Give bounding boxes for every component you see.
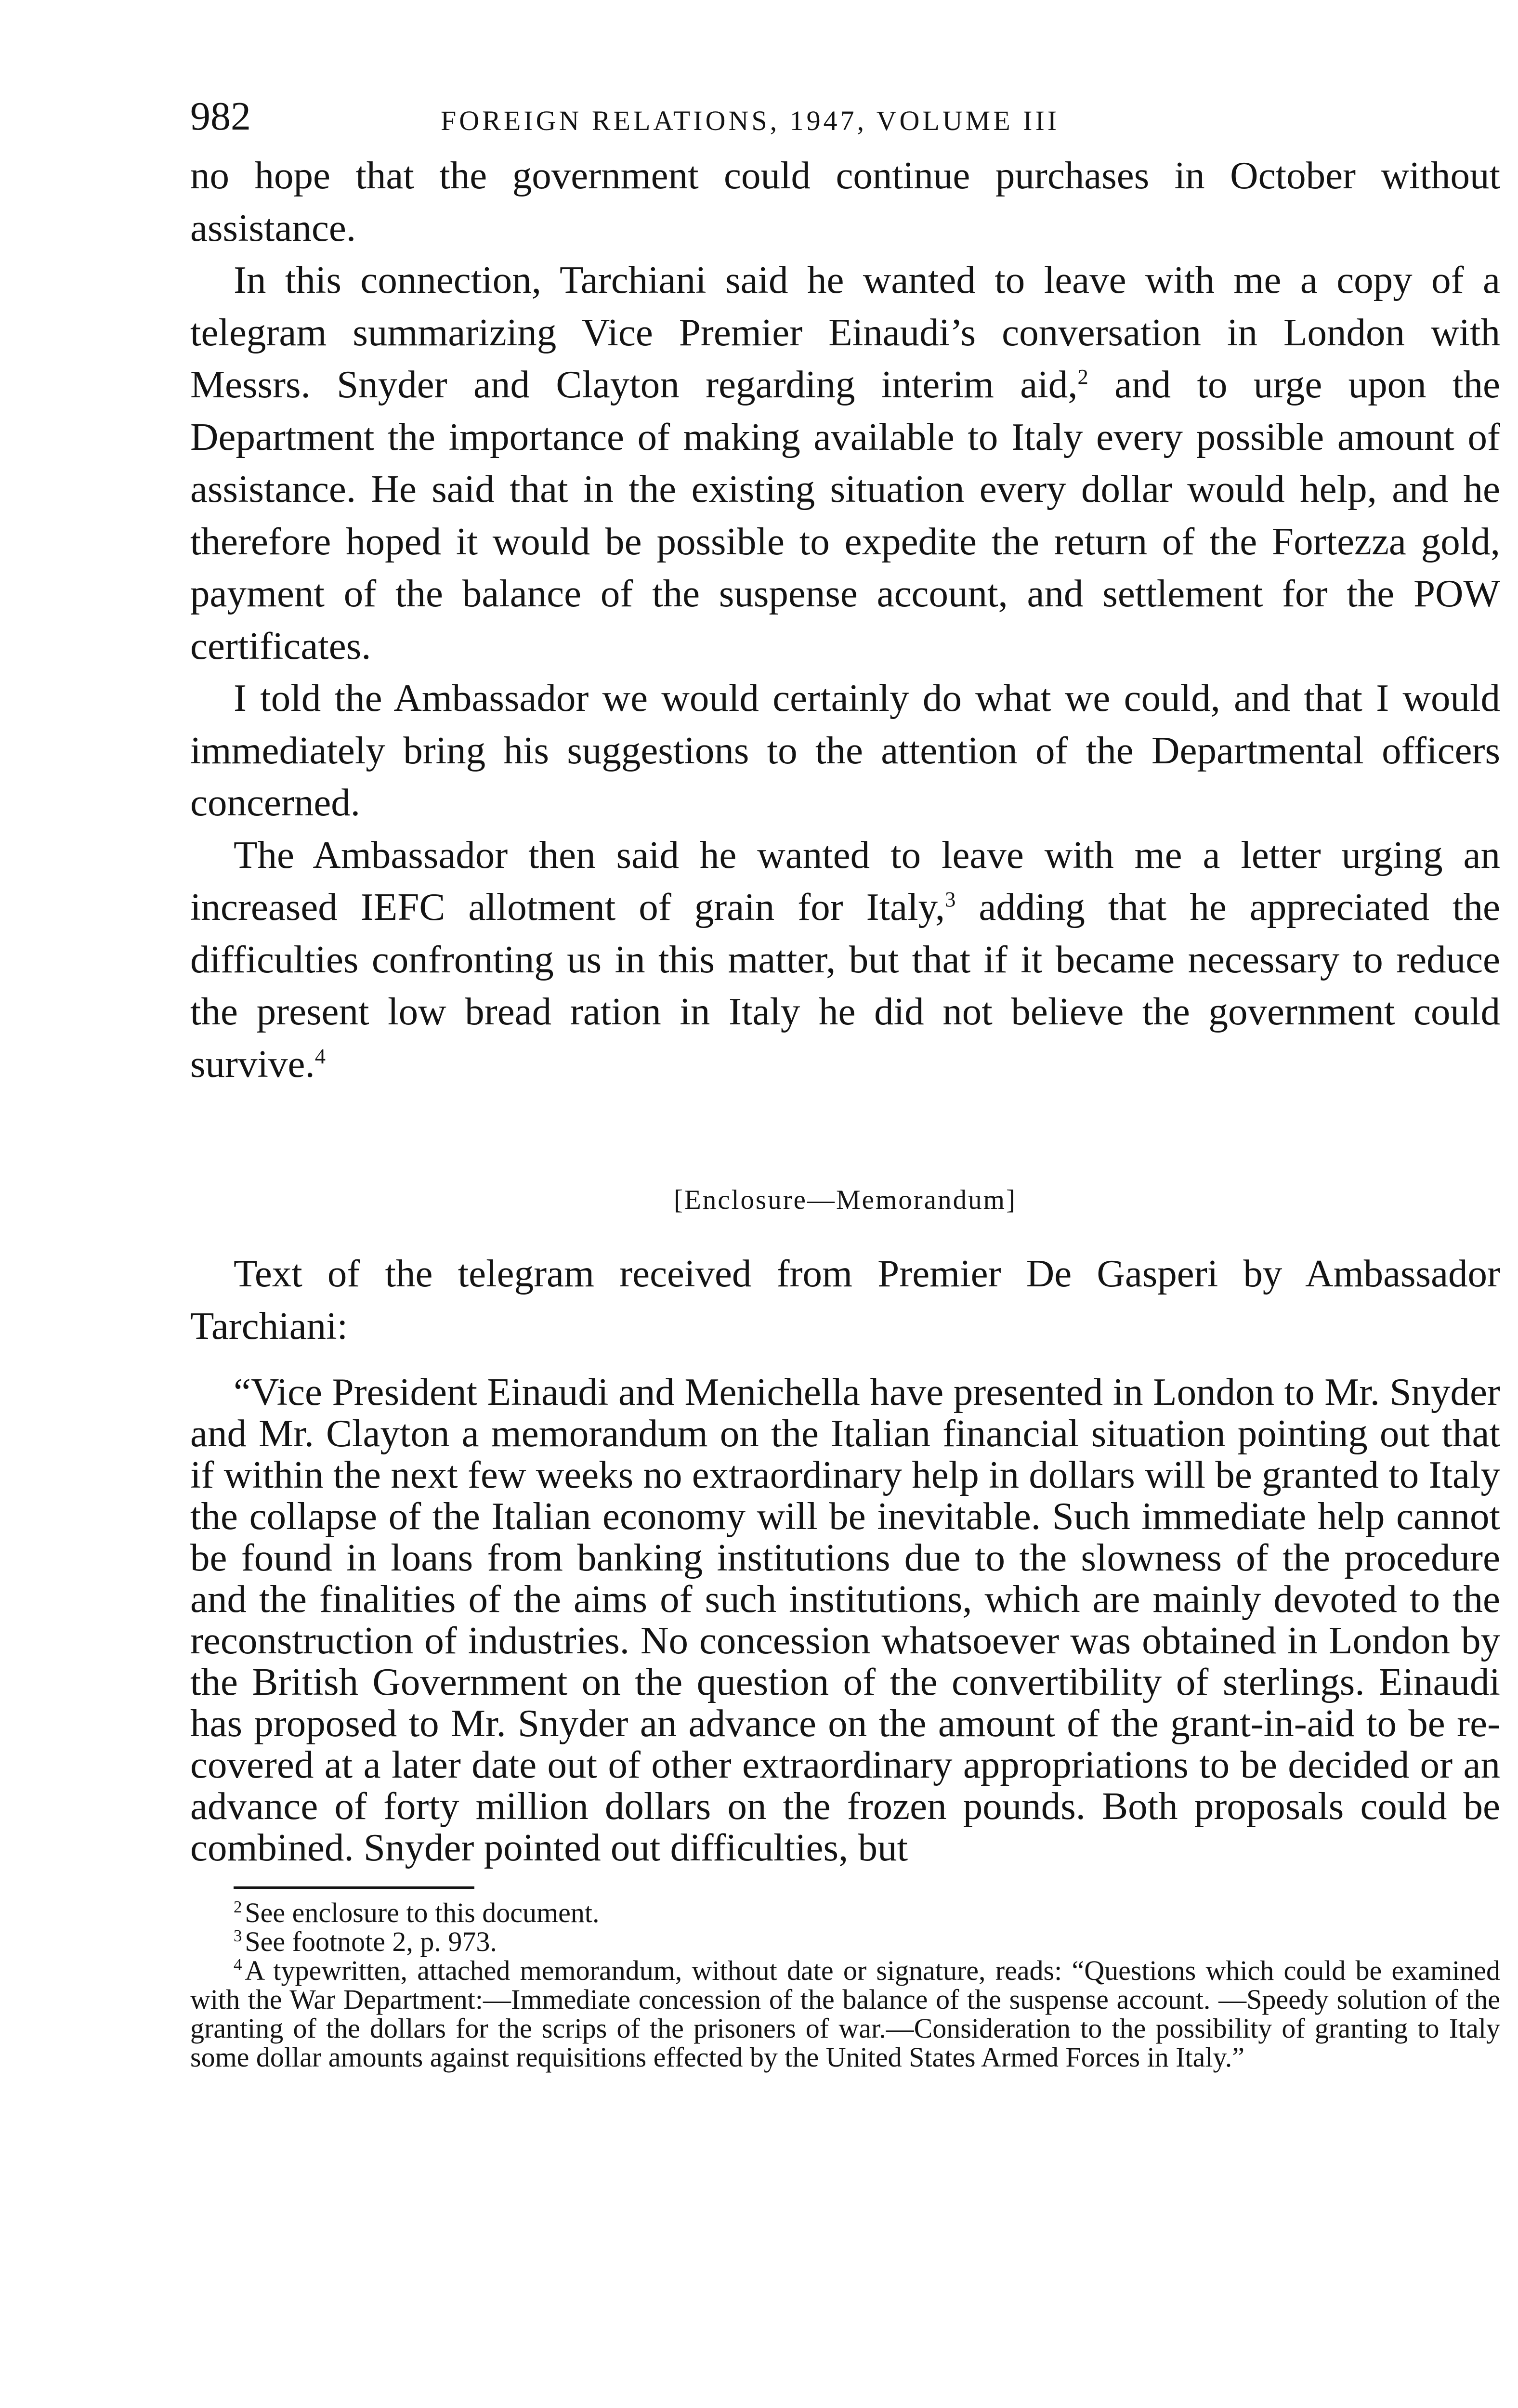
enclosure-heading: [Enclosure—Memorandum]	[674, 1185, 1017, 1215]
footnotes	[190, 1898, 1500, 2072]
paragraph-3: I told the Ambassador we would certainly do what we could, and that I would immediately bring his suggestions to the attention of the Departmental officers concerned.	[190, 676, 1500, 824]
footnote-2	[190, 1898, 1500, 1927]
footnote-text: See enclosure to this document.	[245, 1897, 600, 1928]
body-text	[190, 149, 1500, 1090]
document-page	[190, 96, 1500, 2072]
footnote-3	[190, 1927, 1500, 1956]
footnote-4	[190, 1956, 1500, 2072]
page-number: 982	[190, 94, 251, 139]
paragraph-4-text-b: adding that he appreciated the difficulties confronting us in this matter, but that if it became necessary to reduce the present low bread ration in Italy he did not believe the government could survive.	[190, 885, 1500, 1086]
enclosure-intro: Text of the telegram received from Premier De Gasperi by Ambassador Tarchiani:	[190, 1252, 1500, 1348]
telegram-quote: “Vice President Einaudi and Menichella have presented in London to Mr. Snyder and Mr. Clayton a memorandum on the Italian financial situation pointing out that if within the next few weeks no extraordinary help in dollars will be granted to Italy the collapse of the Italian economy will be inevitable. Such immediate help cannot be found in loans from banking institutions due to the slowness of the procedure and the finalities of the aims of such institutions, which are mainly devoted to the reconstruction of industries. No concession whatsoever was obtained in London by the British Government on the question of the convertibility of sterlings. Einaudi has proposed to Mr. Snyder an advance on the amount of the grant-in-aid to be recovered at a later date out of other extraordinary appropriations to be decided or an advance of forty million dollars on the frozen pounds. Both proposals could be combined. Snyder pointed out difficulties, but	[190, 1370, 1500, 1869]
paragraph-2-text-b: and to urge upon the Department the importance of making available to Italy every possible amount of assistance. He said that in the existing situation every dollar would help, and he therefore hoped it would be possible to expedite the return of the Fortezza gold, payment of the balance of the suspense account, and settlement for the POW certificates.	[190, 363, 1500, 667]
footnote-text: A typewritten, attached memorandum, without date or signature, reads: “Questions which could be examined with the War Department:—Immediate concession of the balance of the suspense account. —Speedy solution of the granting of the dollars for the scrips of the prisoners of war.—Consideration to the possibility of granting to Italy some dollar amounts against requisitions effected by the United States Armed Forces in Italy.”	[190, 1955, 1500, 2073]
footnote-divider	[234, 1886, 474, 1889]
footnote-ref-4[interactable]: 4	[314, 1044, 326, 1068]
footnote-ref-2[interactable]: 2	[1077, 365, 1088, 389]
running-head	[190, 96, 1500, 149]
running-head-title: FOREIGN RELATIONS, 1947, VOLUME III	[441, 105, 1060, 136]
paragraph-1: no hope that the government could continue purchases in October without assistance.	[190, 154, 1500, 249]
paragraph-4	[190, 829, 1500, 1090]
paragraph-2	[190, 254, 1500, 672]
footnote-mark: 2	[234, 1897, 242, 1916]
footnote-ref-3[interactable]: 3	[945, 887, 956, 911]
footnote-text: See footnote 2, p. 973.	[245, 1926, 497, 1957]
paragraph-4-text-a: The Ambassador then said he wanted to leave with me a letter urging an increased IEFC allotment of grain for Italy,	[190, 833, 1500, 929]
paragraph-2-text-a: In this connection, Tarchiani said he wanted to leave with me a copy of a telegram summarizing Vice Premier Einaudi’s conversation in London with Messrs. Snyder and Clayton regarding interim aid,	[190, 258, 1500, 406]
footnote-mark: 3	[234, 1926, 242, 1945]
footnote-mark: 4	[234, 1955, 242, 1974]
